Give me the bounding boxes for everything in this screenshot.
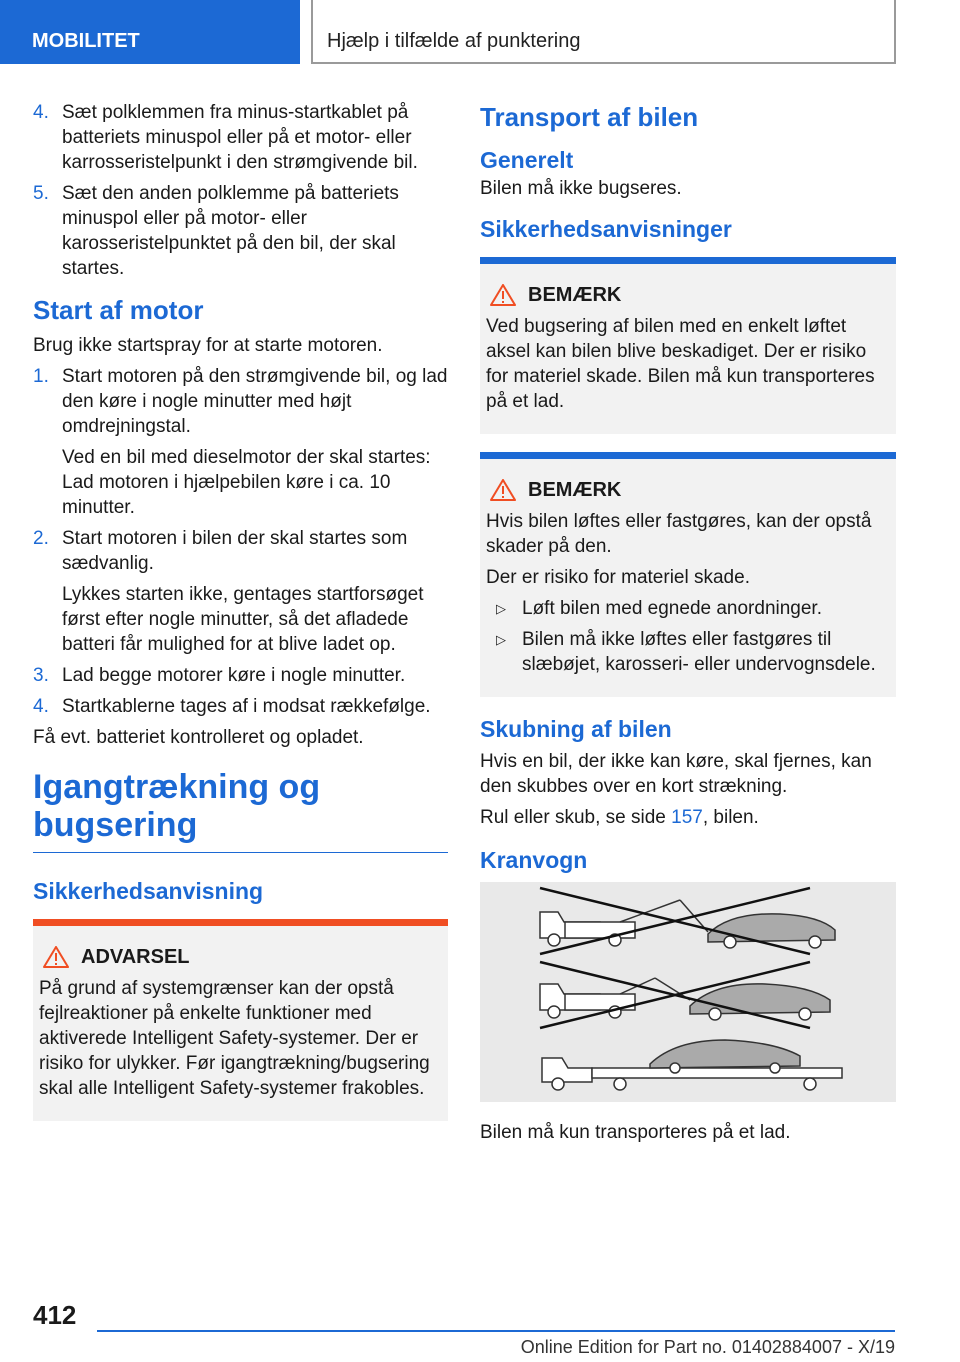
warning-text: På grund af systemgrænser kan der opstå fejlreaktioner på enkelte funktioner med aktiverede Intelligent Safety-systemer. Der er risiko for ulykker. Før igangtrækning/bugsering skal alle Intelligent Safety-systemer frakobles. (39, 978, 430, 1099)
note-items (486, 596, 890, 677)
warning-triangle-icon (43, 946, 69, 968)
note-title (486, 477, 890, 503)
footer-edition: Online Edition for Part no. 01402884007 - X/19 (520, 1337, 895, 1357)
step-subtext: Ved en bil med dieselmotor der skal startes: Lad motoren i hjælpebilen køre i ca. 10 minutter. (62, 447, 431, 518)
bullet-triangle-icon: ▷ (496, 601, 506, 616)
list-item (33, 663, 448, 688)
note-box-2 (480, 452, 896, 697)
start-outro: Få evt. batteriet kontrolleret og opladet. (33, 727, 364, 748)
section-tab: MOBILITET (0, 0, 300, 64)
list-item (33, 526, 448, 657)
start-steps (33, 364, 448, 719)
push-text: Hvis en bil, der ikke kan køre, skal fjernes, kan den skubbes over en kort strækning. (480, 751, 872, 797)
page-link[interactable]: 157 (671, 807, 703, 828)
tow-drag-scene (540, 978, 830, 1020)
general-text: Bilen må ikke bugseres. (480, 178, 682, 199)
step-number: 1. (33, 366, 49, 387)
step-text: Start motoren på den strømgivende bil, og lad den køre i nogle minutter med højt omdrejningstal. (62, 366, 448, 437)
item-text: Bilen må ikke løftes eller fastgøres til slæbøjet, karosseri- eller undervognsdele. (522, 629, 876, 675)
list-item (486, 596, 890, 621)
ref-prefix: Rul eller skub, se side (480, 807, 672, 828)
item-text: Løft bilen med egnede anordninger. (522, 598, 822, 619)
heading-crane: Kranvogn (480, 847, 588, 873)
list-item (33, 364, 448, 520)
caution-triangle-icon (490, 479, 516, 501)
step-number: 4. (33, 102, 49, 123)
note-box-1 (480, 257, 896, 434)
heading-push: Skubning af bilen (480, 716, 672, 742)
bullet-triangle-icon: ▷ (496, 632, 506, 647)
note-text: Ved bugsering af bilen med en enkelt løftet aksel kan bilen blive beskadiget. Der er risiko for materiel skade. Bilen må kun transporteres på et lad. (486, 316, 875, 412)
step-text: Start motoren i bilen der skal startes som sædvanlig. (62, 528, 408, 574)
right-column (480, 100, 896, 1151)
step-number: 5. (33, 183, 49, 204)
step-number: 3. (33, 665, 49, 686)
heading-general: Generelt (480, 147, 574, 173)
step-text: Sæt polklemmen fra minus-startkablet på batteriets minuspol eller på et motor- eller karrosseristelpunkt i den strømgivende bil. (62, 102, 418, 173)
list-item (33, 181, 448, 281)
list-item (486, 627, 890, 677)
ref-suffix: , bilen. (702, 807, 759, 828)
heading-towing: Igangtrækning og bugsering (33, 768, 448, 853)
step-number: 2. (33, 528, 49, 549)
note-text: Der er risiko for materiel skade. (486, 567, 750, 588)
heading-transport: Transport af bilen (480, 102, 699, 132)
heading-safety-notes: Sikkerhedsanvisninger (480, 216, 732, 242)
start-intro: Brug ikke startspray for at starte motoren. (33, 335, 383, 356)
chapter-title: Hjælp i tilfælde af punktering (311, 0, 896, 64)
page-header (0, 0, 960, 66)
step-subtext: Lykkes starten ikke, gentages startforsøget først efter nogle minutter, så det afladede batteri får mulighed for at blive ladet op. (62, 584, 424, 655)
transport-methods-diagram (480, 882, 896, 1102)
caution-triangle-icon (490, 284, 516, 306)
page-number: 412 (33, 1300, 77, 1330)
step-text: Lad begge motorer køre i nogle minutter. (62, 665, 406, 686)
footer-divider (97, 1330, 895, 1332)
push-reference (480, 805, 896, 830)
warning-label: ADVARSEL (81, 946, 190, 968)
tow-truck-illustration (480, 882, 896, 1102)
left-column (33, 100, 448, 1139)
step-number: 4. (33, 696, 49, 717)
heading-start-engine: Start af motor (33, 295, 204, 325)
note-label: BEMÆRK (528, 479, 622, 501)
note-title (486, 282, 890, 308)
list-item (33, 694, 448, 719)
step-text: Startkablerne tages af i modsat rækkefølge. (62, 696, 431, 717)
heading-safety-note: Sikkerhedsanvisning (33, 878, 264, 904)
jumpstart-steps-continued (33, 100, 448, 281)
crane-caption: Bilen må kun transporteres på et lad. (480, 1122, 791, 1143)
list-item (33, 100, 448, 175)
flatbed-scene (542, 1040, 842, 1090)
note-text: Hvis bilen løftes eller fastgøres, kan der opstå skader på den. (486, 511, 872, 557)
step-text: Sæt den anden polklemme på batteriets minuspol eller på motor- eller karosseristelpunktet på den bil, der skal startes. (62, 183, 399, 279)
warning-title (39, 944, 442, 970)
note-label: BEMÆRK (528, 284, 622, 306)
warning-box (33, 919, 448, 1121)
